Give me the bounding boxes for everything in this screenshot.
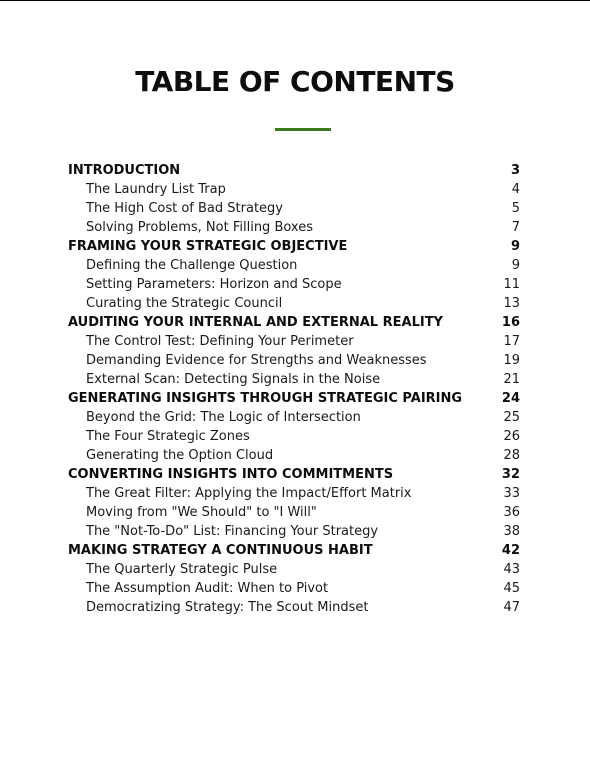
toc-page-number: 43	[503, 562, 520, 577]
toc-page-number: 9	[511, 258, 520, 273]
toc-section-label: The High Cost of Bad Strategy	[86, 201, 283, 216]
toc-section-label: Democratizing Strategy: The Scout Mindset	[86, 600, 369, 615]
toc-page-number: 47	[503, 600, 520, 615]
toc-page-number: 38	[503, 524, 520, 539]
toc-section[interactable]	[68, 484, 520, 503]
toc-section-label: Generating the Option Cloud	[86, 448, 274, 463]
toc-section[interactable]	[68, 503, 520, 522]
toc-chapter-label: MAKING STRATEGY A CONTINUOUS HABIT	[68, 543, 373, 558]
toc-section[interactable]	[68, 579, 520, 598]
toc-chapter-converting[interactable]	[68, 465, 520, 484]
toc-page-number: 16	[501, 315, 520, 330]
toc-page-number: 5	[511, 201, 520, 216]
toc-page-number: 3	[510, 163, 520, 178]
toc-section-label: Solving Problems, Not Filling Boxes	[86, 220, 313, 235]
toc-section-label: Moving from "We Should" to "I Will"	[86, 505, 317, 520]
toc-page-number: 33	[503, 486, 520, 501]
toc-page-number: 32	[501, 467, 520, 482]
toc-page-number: 9	[510, 239, 520, 254]
toc-section[interactable]	[68, 446, 520, 465]
toc-section-label: Demanding Evidence for Strengths and Weaknesses	[86, 353, 427, 368]
toc-chapter-introduction[interactable]	[68, 161, 520, 180]
toc-page-number: 36	[503, 505, 520, 520]
toc-section-label: Curating the Strategic Council	[86, 296, 283, 311]
toc-chapter-label: FRAMING YOUR STRATEGIC OBJECTIVE	[68, 239, 348, 254]
toc-section-label: The Quarterly Strategic Pulse	[86, 562, 278, 577]
toc-section[interactable]	[68, 294, 520, 313]
toc-page-number: 25	[503, 410, 520, 425]
toc-page-number: 7	[511, 220, 520, 235]
title-accent-bar	[275, 128, 331, 131]
toc-chapter-framing[interactable]	[68, 237, 520, 256]
top-border-line	[0, 0, 590, 1]
toc-section-label: Defining the Challenge Question	[86, 258, 298, 273]
toc-section-label: The Laundry List Trap	[86, 182, 226, 197]
toc-section-label: Beyond the Grid: The Logic of Intersection	[86, 410, 361, 425]
toc-section-label: The Four Strategic Zones	[86, 429, 250, 444]
toc-section[interactable]	[68, 351, 520, 370]
toc-chapter-label: GENERATING INSIGHTS THROUGH STRATEGIC PAIRING	[68, 391, 463, 406]
toc-section[interactable]	[68, 199, 520, 218]
toc-section[interactable]	[68, 370, 520, 389]
toc-page-number: 4	[511, 182, 520, 197]
toc-page-number: 17	[503, 334, 520, 349]
toc-section[interactable]	[68, 332, 520, 351]
toc-page-number: 26	[503, 429, 520, 444]
toc-section[interactable]	[68, 560, 520, 579]
toc-section-label: The Control Test: Defining Your Perimeter	[86, 334, 354, 349]
toc-page-number: 45	[503, 581, 520, 596]
toc-page-number: 11	[503, 277, 520, 292]
toc-chapter-generating[interactable]	[68, 389, 520, 408]
toc-page-number: 42	[501, 543, 520, 558]
toc-page-number: 24	[501, 391, 520, 406]
toc-chapter-label: CONVERTING INSIGHTS INTO COMMITMENTS	[68, 467, 394, 482]
toc-chapter-label: AUDITING YOUR INTERNAL AND EXTERNAL REALITY	[68, 315, 443, 330]
toc-chapter-label: INTRODUCTION	[68, 163, 181, 178]
toc-section[interactable]	[68, 180, 520, 199]
toc-page-number: 21	[503, 372, 520, 387]
toc-page-number: 13	[503, 296, 520, 311]
page-title: TABLE OF CONTENTS	[135, 65, 455, 98]
toc-chapter-making-strategy[interactable]	[68, 541, 520, 560]
toc-page-number: 19	[503, 353, 520, 368]
toc-section-label: The Great Filter: Applying the Impact/Effort Matrix	[86, 486, 412, 501]
toc-chapter-auditing[interactable]	[68, 313, 520, 332]
toc-section[interactable]	[68, 275, 520, 294]
toc-section-label: The "Not-To-Do" List: Financing Your Strategy	[86, 524, 379, 539]
toc-section[interactable]	[68, 522, 520, 541]
toc-section[interactable]	[68, 427, 520, 446]
toc-section[interactable]	[68, 598, 520, 617]
toc-section-label: The Assumption Audit: When to Pivot	[86, 581, 329, 596]
toc-section-label: External Scan: Detecting Signals in the Noise	[86, 372, 381, 387]
toc-page-number: 28	[503, 448, 520, 463]
toc-section[interactable]	[68, 218, 520, 237]
table-of-contents	[68, 161, 520, 617]
toc-section[interactable]	[68, 408, 520, 427]
toc-section[interactable]	[68, 256, 520, 275]
toc-section-label: Setting Parameters: Horizon and Scope	[86, 277, 342, 292]
